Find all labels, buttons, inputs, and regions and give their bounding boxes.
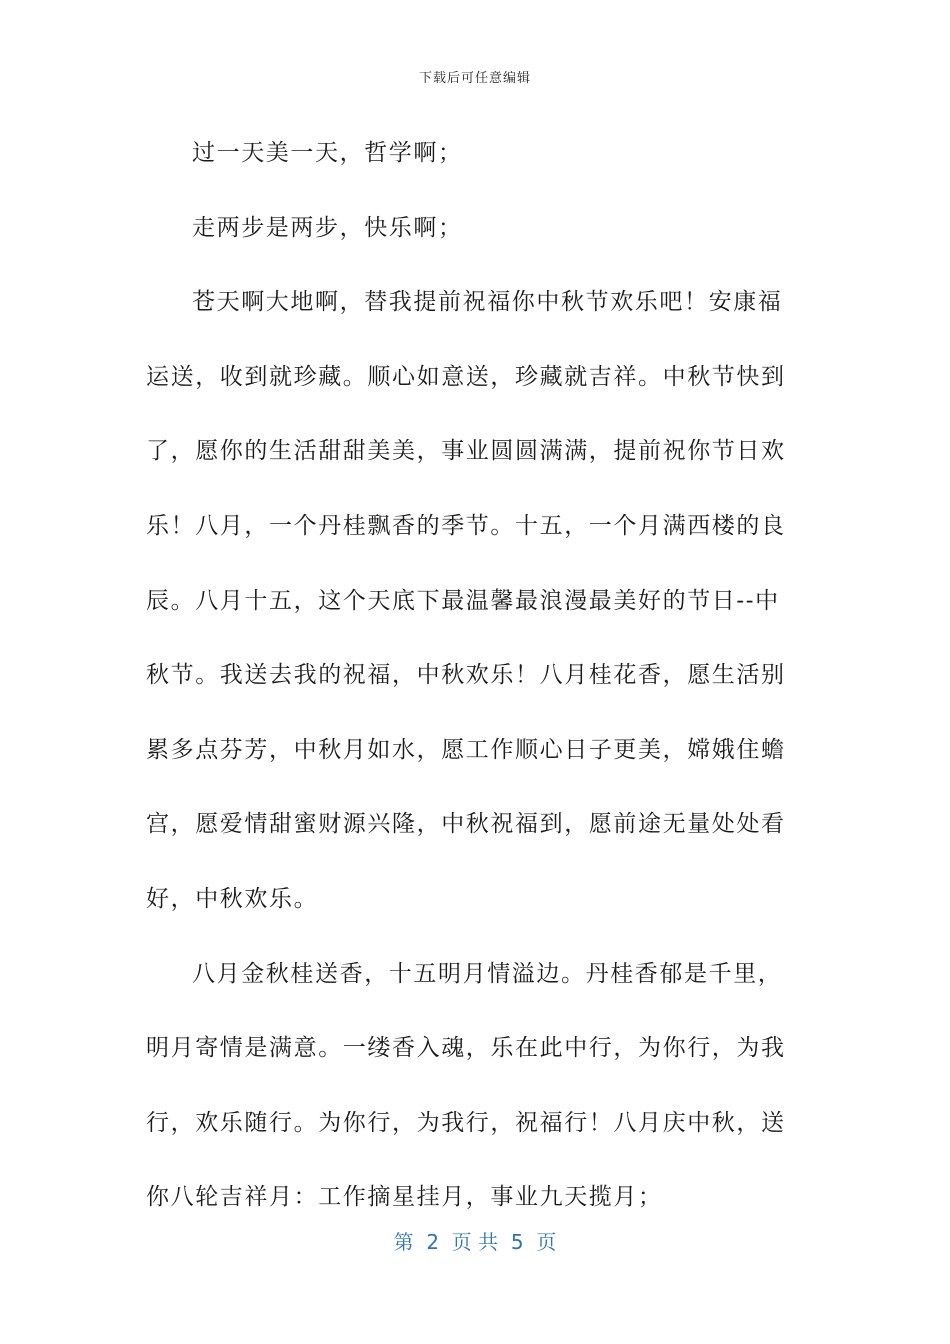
header-note: 下载后可任意编辑: [418, 71, 531, 86]
paragraph-1: 过一天美一天，哲学啊；: [192, 140, 463, 166]
document-body: [146, 116, 798, 1235]
paragraph-2: 走两步是两步，快乐啊；: [192, 214, 463, 241]
paragraph-3: 苍天啊大地啊，替我提前祝福你中秋节欢乐吧！安康福运送，收到就珍藏。顺心如意送，珍藏就吉祥。中秋节快到了，愿你的生活甜甜美美，事业圆圆满满，提前祝你节日欢乐！八月，一个丹桂飘香的季节。十五，一个月满西楼的良辰。八月十五，这个天底下最温馨最浪漫最美好的节日--中秋节。我送去我的祝福，中秋欢乐！八月桂花香，愿生活别累多点芬芳，中秋月如水，愿工作顺心日子更美，嫦娥住蟾宫，愿爱情甜蜜财源兴隆，中秋祝福到，愿前途无量处处看好，中秋欢乐。: [146, 289, 786, 912]
page-number-footer: 第 2 页 共 5 页: [393, 1230, 557, 1254]
paragraph-4: 八月金秋桂送香，十五明月情溢边。丹桂香郁是千里，明月寄情是满意。一缕香入魂，乐在此中行，为你行，为我行，欢乐随行。为你行，为我行，祝福行！八月庆中秋，送你八轮吉祥月：工作摘星挂月，事业九天揽月；: [146, 960, 786, 1211]
